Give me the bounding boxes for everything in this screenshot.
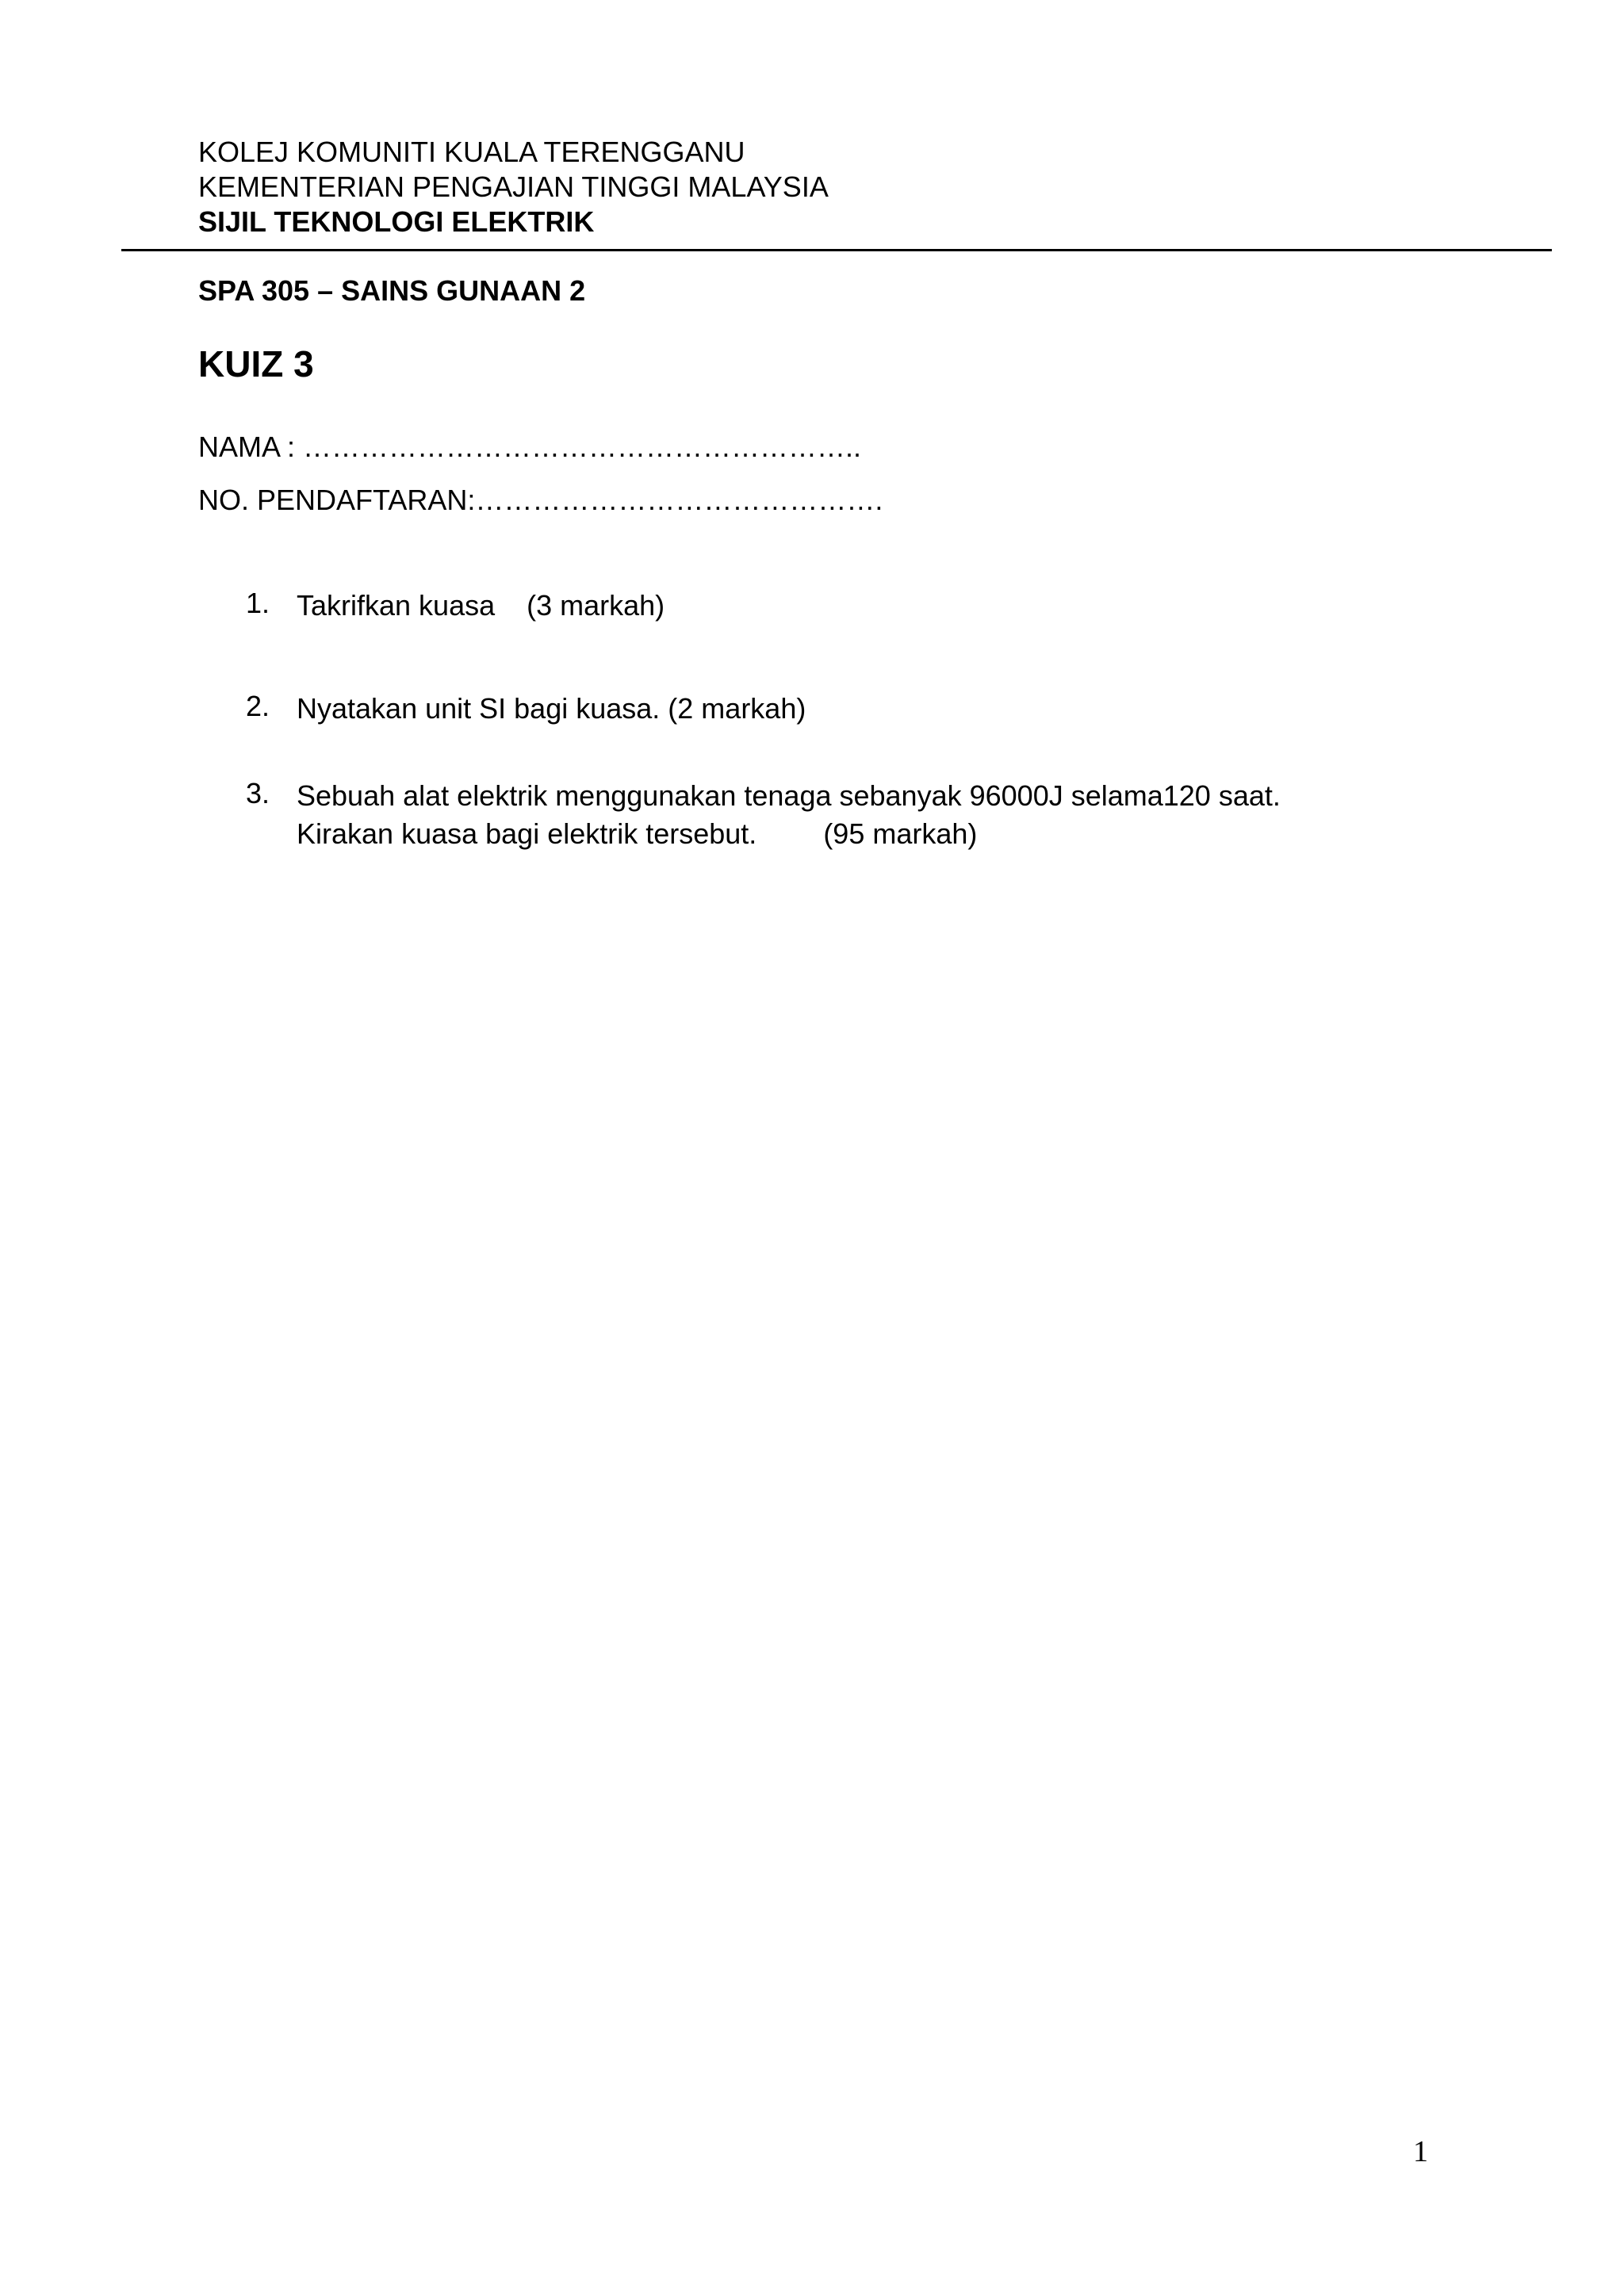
question-text <box>297 690 806 728</box>
question-number: 1. <box>246 587 270 619</box>
program-name: SIJIL TEKNOLOGI ELEKTRIK <box>198 205 595 238</box>
question-body-line2: Kirakan kuasa bagi elektrik tersebut. <box>297 817 757 850</box>
question-marks: (3 markah) <box>527 589 665 622</box>
question-body: Nyatakan unit SI bagi kuasa. <box>297 692 661 725</box>
page-number: 1 <box>1413 2135 1428 2168</box>
question-marks: (2 markah) <box>668 692 806 725</box>
question-marks: (95 markah) <box>823 817 978 850</box>
registration-field: NO. PENDAFTARAN:……………………………………. <box>198 484 883 516</box>
header-divider <box>121 249 1552 251</box>
question-number: 3. <box>246 777 270 809</box>
ministry-name: KEMENTERIAN PENGAJIAN TINGGI MALAYSIA <box>198 170 829 203</box>
question-number: 2. <box>246 690 270 722</box>
question-text <box>297 587 665 625</box>
institution-name: KOLEJ KOMUNITI KUALA TERENGGANU <box>198 136 745 168</box>
document-header <box>198 135 829 239</box>
name-field: NAMA : ………………………………………………….. <box>198 430 862 463</box>
course-title: SPA 305 – SAINS GUNAAN 2 <box>198 274 586 307</box>
question-body-line1: Sebuah alat elektrik menggunakan tenaga sebanyak 96000J selama120 saat. <box>297 779 1281 812</box>
question-body: Takrifkan kuasa <box>297 589 496 622</box>
quiz-title: KUIZ 3 <box>198 343 314 385</box>
question-text <box>297 777 1281 853</box>
